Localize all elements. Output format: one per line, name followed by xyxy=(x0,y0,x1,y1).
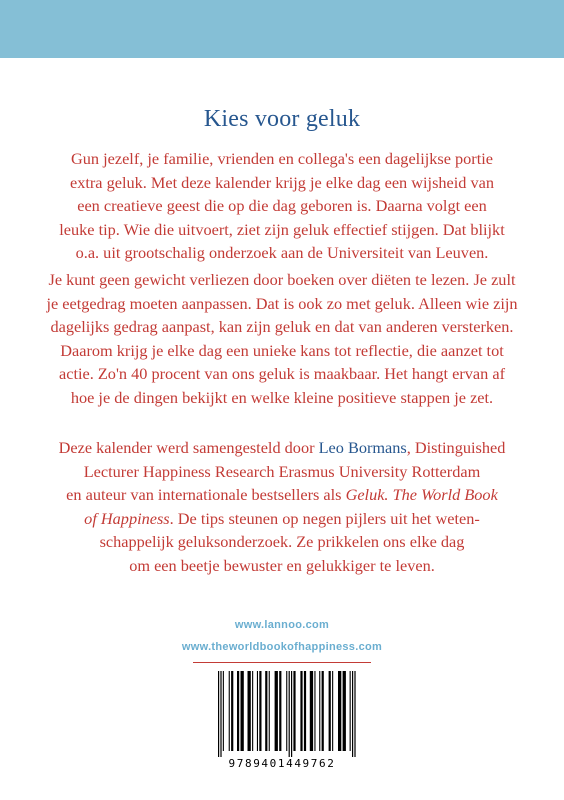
barcode-bar xyxy=(332,671,333,751)
isbn-number: 9789401449762 xyxy=(228,757,336,770)
barcode-bar xyxy=(279,671,281,751)
barcode-bar xyxy=(338,671,341,751)
author-name: Leo Bormans xyxy=(318,438,407,457)
top-color-band xyxy=(0,0,564,58)
barcode-bar xyxy=(291,671,292,757)
barcode-bar xyxy=(289,671,290,757)
text-line xyxy=(40,507,524,531)
text-line: o.a. uit grootschalig onderzoek aan de Universiteit van Leuven. xyxy=(75,243,489,262)
barcode-bar xyxy=(352,671,353,757)
barcode-bar xyxy=(329,671,331,751)
barcode-bar xyxy=(300,671,302,751)
publisher-link[interactable]: www.lannoo.com xyxy=(234,619,330,631)
text-line: een creatieve geest die op die dag geboren is. Daarna volgt een xyxy=(77,196,487,215)
barcode-bar xyxy=(269,671,270,751)
book-title: Geluk. The World Book xyxy=(345,485,498,504)
barcode-bar xyxy=(265,671,267,751)
text-line: extra geluk. Met deze kalender krijg je elke dag een wijsheid van xyxy=(69,172,495,192)
barcode xyxy=(208,671,356,775)
barcode-bar xyxy=(248,671,251,751)
body-paragraph xyxy=(40,268,524,409)
text-line: schappelijk geluksonderzoek. Ze prikkelen ons elke dag xyxy=(99,532,465,551)
barcode-bar xyxy=(218,671,219,757)
text-line: dagelijks gedrag aanpast, kan zijn geluk en dat van anderen versterken. xyxy=(50,317,514,336)
barcode-bar xyxy=(314,671,315,751)
text-line xyxy=(40,483,524,507)
intro-paragraph xyxy=(40,147,524,265)
text-fragment: . De tips steunen op negen pijlers uit het weten- xyxy=(169,508,480,528)
text-line: Je kunt geen gewicht verliezen door boeken over diëten te lezen. Je zult xyxy=(48,270,516,289)
barcode-bar xyxy=(293,671,295,751)
barcode-bars xyxy=(208,671,356,759)
barcode-bar xyxy=(304,671,306,751)
text-line xyxy=(40,436,524,460)
barcode-bar xyxy=(237,671,239,751)
text-line: actie. Zo'n 40 procent van ons geluk is maakbaar. Het hangt ervan af xyxy=(59,364,505,383)
barcode-bar xyxy=(231,671,233,751)
barcode-bar xyxy=(275,671,278,751)
barcode-bar xyxy=(322,671,324,751)
text-line: Lecturer Happiness Research Erasmus University Rotterdam xyxy=(83,461,481,481)
barcode-bar xyxy=(229,671,230,751)
book-title: of Happiness xyxy=(84,508,170,528)
barcode-bar xyxy=(286,671,287,751)
barcode-bar xyxy=(259,671,261,751)
barcode-bar xyxy=(350,671,351,751)
text-line: Daarom krijg je elke dag een unieke kans tot reflectie, die aanzet tot xyxy=(60,340,504,360)
text-line: Gun jezelf, je familie, vrienden en collega's een dagelijkse portie xyxy=(70,149,493,168)
text-line: je eetgedrag moeten aanpassen. Dat is ook zo met geluk. Alleen wie zijn xyxy=(46,293,518,313)
page-title: Kies voor geluk xyxy=(203,106,361,132)
text-line: leuke tip. Wie die uitvoert, ziet zijn geluk effectief stijgen. Dat blijkt xyxy=(59,219,505,239)
book-website-link[interactable]: www.theworldbookofhappiness.com xyxy=(181,641,383,653)
barcode-bar xyxy=(220,671,221,757)
barcode-bar xyxy=(252,671,253,751)
barcode-bar xyxy=(257,671,258,751)
divider xyxy=(193,662,371,663)
text-fragment: , Distinguished xyxy=(406,438,506,457)
barcode-bar xyxy=(319,671,320,751)
barcode-bar xyxy=(354,671,355,757)
text-fragment: Deze kalender werd samengesteld door xyxy=(58,438,319,457)
barcode-bar xyxy=(241,671,244,751)
text-line: om een beetje bewuster en gelukkiger te leven. xyxy=(129,555,435,575)
barcode-bar xyxy=(343,671,346,751)
barcode-bar xyxy=(310,671,313,751)
text-fragment: en auteur van internationale bestsellers als xyxy=(66,485,346,504)
author-paragraph xyxy=(40,436,524,577)
barcode-bar xyxy=(223,671,224,751)
text-line: hoe je de dingen bekijkt en welke kleine positieve stappen je zet. xyxy=(70,387,494,407)
